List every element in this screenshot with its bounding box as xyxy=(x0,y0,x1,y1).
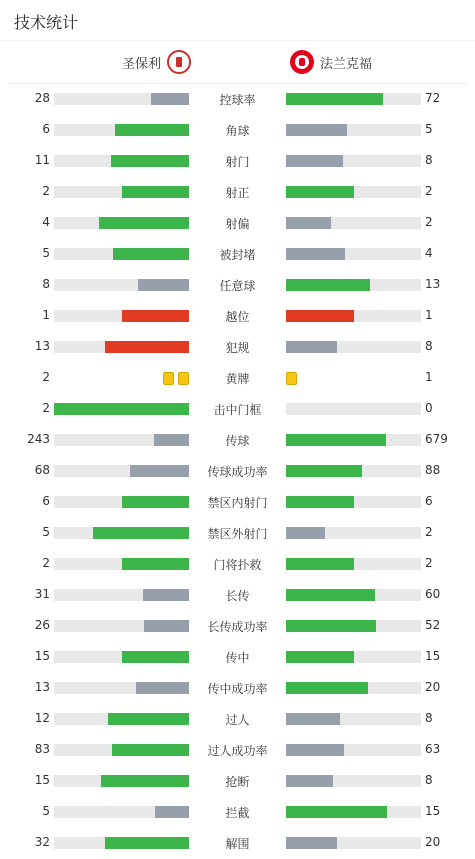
home-stat-bar xyxy=(122,310,190,322)
stat-row xyxy=(0,84,475,115)
away-stat-bar xyxy=(286,589,375,601)
away-yellow-cards xyxy=(286,372,297,384)
away-stat-bar xyxy=(286,310,354,322)
away-stat-bar-track xyxy=(286,806,421,818)
home-stat-value: 12 xyxy=(34,711,50,725)
away-stat-value: 0 xyxy=(425,401,433,415)
stat-label: 被封堵 xyxy=(219,248,256,262)
stat-label: 击中门框 xyxy=(213,403,262,417)
away-stat-bar-track xyxy=(286,620,421,632)
home-stat-bar xyxy=(93,527,189,539)
eintracht-frankfurt-eagle-icon xyxy=(290,50,314,74)
stat-label: 传中 xyxy=(225,651,250,665)
stat-row xyxy=(0,270,475,301)
stat-label: 过人 xyxy=(225,713,250,727)
away-stat-bar xyxy=(286,682,368,694)
away-stat-value: 5 xyxy=(425,122,433,136)
away-stat-bar-track xyxy=(286,403,421,415)
stat-label: 控球率 xyxy=(219,93,256,107)
home-stat-bar-track xyxy=(54,682,189,694)
away-stat-bar xyxy=(286,465,362,477)
home-stat-value: 2 xyxy=(42,556,50,570)
away-stat-value: 13 xyxy=(425,277,441,291)
away-stat-bar-track xyxy=(286,837,421,849)
stat-row xyxy=(0,642,475,673)
home-stat-bar-track xyxy=(54,589,189,601)
stat-row xyxy=(0,766,475,797)
away-stat-bar xyxy=(286,434,386,446)
home-stat-bar-track xyxy=(54,279,189,291)
home-stat-value: 28 xyxy=(34,91,50,105)
stat-label: 长传成功率 xyxy=(207,620,268,634)
away-stat-value: 2 xyxy=(425,184,433,198)
away-stat-bar xyxy=(286,837,337,849)
home-yellow-cards xyxy=(163,372,189,384)
home-stat-bar-track xyxy=(54,186,189,198)
away-stat-bar-track xyxy=(286,589,421,601)
stat-label: 任意球 xyxy=(219,279,256,293)
away-stat-value: 8 xyxy=(425,773,433,787)
home-stat-value: 13 xyxy=(34,680,50,694)
stat-row xyxy=(0,828,475,859)
away-stat-value: 1 xyxy=(425,308,433,322)
home-stat-value: 2 xyxy=(42,401,50,415)
home-stat-bar xyxy=(113,248,189,260)
stat-row xyxy=(0,518,475,549)
home-team-name: 圣保利 xyxy=(121,56,161,72)
away-stat-value: 679 xyxy=(425,432,448,446)
home-stat-bar-track xyxy=(54,310,189,322)
stat-label: 抢断 xyxy=(225,775,250,789)
stat-label: 黄牌 xyxy=(225,372,250,386)
home-stat-value: 32 xyxy=(34,835,50,849)
home-stat-bar-track xyxy=(54,124,189,136)
home-stat-value: 5 xyxy=(42,246,50,260)
stat-label: 禁区内射门 xyxy=(207,496,268,510)
page-title: 技术统计 xyxy=(14,13,79,32)
away-stat-value: 20 xyxy=(425,835,441,849)
away-stat-value: 6 xyxy=(425,494,433,508)
stat-label: 长传 xyxy=(225,589,250,603)
away-stat-bar xyxy=(286,248,345,260)
away-stat-value: 8 xyxy=(425,339,433,353)
stat-label: 传中成功率 xyxy=(207,682,268,696)
home-stat-bar xyxy=(122,558,190,570)
home-stat-value: 68 xyxy=(34,463,50,477)
home-stat-value: 5 xyxy=(42,525,50,539)
stat-row xyxy=(0,115,475,146)
home-stat-bar-track xyxy=(54,403,189,415)
stat-row xyxy=(0,332,475,363)
yellow-card-icon xyxy=(286,372,297,385)
away-stat-value: 88 xyxy=(425,463,441,477)
away-stat-value: 2 xyxy=(425,556,433,570)
stat-row xyxy=(0,239,475,270)
stat-label: 越位 xyxy=(225,310,250,324)
away-stat-value: 15 xyxy=(425,649,441,663)
home-stat-bar xyxy=(101,775,189,787)
away-stat-bar-track xyxy=(286,248,421,260)
away-stat-value: 15 xyxy=(425,804,441,818)
away-stat-bar-track xyxy=(286,279,421,291)
away-stat-bar xyxy=(286,124,347,136)
stat-row xyxy=(0,797,475,828)
home-stat-bar xyxy=(143,589,189,601)
home-team[interactable] xyxy=(122,41,191,83)
away-stat-bar xyxy=(286,527,325,539)
stat-label: 过人成功率 xyxy=(207,744,268,758)
away-team-name: 法兰克福 xyxy=(320,56,373,72)
away-stat-bar xyxy=(286,279,370,291)
away-stat-bar-track xyxy=(286,527,421,539)
away-stat-bar-track xyxy=(286,310,421,322)
away-stat-bar xyxy=(286,744,344,756)
home-stat-bar xyxy=(154,434,189,446)
home-stat-bar-track xyxy=(54,527,189,539)
home-stat-bar-track xyxy=(54,434,189,446)
home-stat-bar xyxy=(122,186,190,198)
stat-row xyxy=(0,177,475,208)
away-stat-bar-track xyxy=(286,775,421,787)
stat-label: 射正 xyxy=(225,186,250,200)
home-stat-bar xyxy=(99,217,189,229)
away-stat-bar-track xyxy=(286,217,421,229)
home-stat-value: 1 xyxy=(42,308,50,322)
teams-row xyxy=(8,41,467,84)
home-stat-value: 26 xyxy=(34,618,50,632)
home-stat-value: 11 xyxy=(34,153,50,167)
away-stat-bar-track xyxy=(286,186,421,198)
away-stat-bar xyxy=(286,496,354,508)
home-stat-value: 15 xyxy=(34,649,50,663)
home-stat-value: 243 xyxy=(27,432,50,446)
away-stat-bar xyxy=(286,558,354,570)
stat-row xyxy=(0,487,475,518)
stat-row xyxy=(0,611,475,642)
home-stat-value: 4 xyxy=(42,215,50,229)
home-stat-bar xyxy=(108,713,189,725)
home-stat-bar xyxy=(105,837,189,849)
home-stat-value: 13 xyxy=(34,339,50,353)
home-stat-bar-track xyxy=(54,713,189,725)
stat-row xyxy=(0,146,475,177)
away-stat-value: 72 xyxy=(425,91,441,105)
away-stat-bar-track xyxy=(286,434,421,446)
stat-row xyxy=(0,301,475,332)
away-stat-bar xyxy=(286,341,337,353)
away-stat-value: 60 xyxy=(425,587,441,601)
away-stat-value: 63 xyxy=(425,742,441,756)
home-stat-bar xyxy=(136,682,189,694)
away-stat-value: 52 xyxy=(425,618,441,632)
stat-row xyxy=(0,425,475,456)
home-stat-bar xyxy=(155,806,189,818)
away-stat-bar xyxy=(286,93,383,105)
home-stat-bar-track xyxy=(54,806,189,818)
home-stat-bar-track xyxy=(54,744,189,756)
away-stat-bar xyxy=(286,713,340,725)
away-stat-bar-track xyxy=(286,341,421,353)
stat-label: 门将扑救 xyxy=(213,558,262,572)
home-stat-value: 31 xyxy=(34,587,50,601)
stat-row xyxy=(0,580,475,611)
home-stat-bar xyxy=(144,620,189,632)
home-stat-value: 15 xyxy=(34,773,50,787)
home-stat-bar xyxy=(130,465,189,477)
away-stat-value: 2 xyxy=(425,215,433,229)
away-stat-bar-track xyxy=(286,93,421,105)
away-stat-bar xyxy=(286,186,354,198)
away-stat-bar xyxy=(286,217,331,229)
home-stat-value: 6 xyxy=(42,494,50,508)
home-stat-bar xyxy=(122,496,190,508)
away-stat-value: 8 xyxy=(425,711,433,725)
stat-label: 解围 xyxy=(225,837,250,851)
away-stat-bar-track xyxy=(286,558,421,570)
away-stat-value: 8 xyxy=(425,153,433,167)
away-stat-value: 1 xyxy=(425,370,433,384)
home-stat-bar-track xyxy=(54,775,189,787)
away-stat-bar-track xyxy=(286,713,421,725)
home-stat-bar xyxy=(112,744,189,756)
home-stat-bar-track xyxy=(54,248,189,260)
home-stat-bar xyxy=(115,124,189,136)
stat-row xyxy=(0,549,475,580)
away-stat-bar-track xyxy=(286,682,421,694)
home-stat-bar-track xyxy=(54,341,189,353)
stat-row xyxy=(0,735,475,766)
home-stat-bar-track xyxy=(54,558,189,570)
home-stat-bar xyxy=(105,341,189,353)
st-pauli-crest-icon xyxy=(167,50,191,74)
stats-header xyxy=(0,0,475,41)
home-stat-bar-track xyxy=(54,465,189,477)
home-stat-value: 2 xyxy=(42,370,50,384)
home-stat-bar xyxy=(111,155,189,167)
home-stat-bar xyxy=(138,279,189,291)
away-stat-value: 20 xyxy=(425,680,441,694)
home-stat-bar-track xyxy=(54,217,189,229)
home-stat-bar-track xyxy=(54,620,189,632)
home-stat-bar xyxy=(54,403,189,415)
home-stat-bar xyxy=(151,93,189,105)
stat-label: 射门 xyxy=(225,155,250,169)
home-stat-value: 6 xyxy=(42,122,50,136)
stat-row xyxy=(0,673,475,704)
home-stat-bar-track xyxy=(54,496,189,508)
yellow-card-icon xyxy=(163,372,174,385)
stat-row xyxy=(0,394,475,425)
home-stat-bar xyxy=(122,651,190,663)
away-stat-bar xyxy=(286,620,376,632)
away-stat-value: 2 xyxy=(425,525,433,539)
home-stat-bar-track xyxy=(54,651,189,663)
away-stat-bar-track xyxy=(286,496,421,508)
stat-label: 传球成功率 xyxy=(207,465,268,479)
home-stat-bar-track xyxy=(54,155,189,167)
stat-label: 角球 xyxy=(225,124,250,138)
stat-label: 拦截 xyxy=(225,806,250,820)
away-stat-bar xyxy=(286,806,387,818)
home-stat-value: 5 xyxy=(42,804,50,818)
away-stat-bar xyxy=(286,775,333,787)
away-stat-bar-track xyxy=(286,651,421,663)
home-stat-bar-track xyxy=(54,93,189,105)
stat-label: 射偏 xyxy=(225,217,250,231)
yellow-card-icon xyxy=(178,372,189,385)
stat-row xyxy=(0,363,475,394)
away-stat-bar-track xyxy=(286,124,421,136)
away-stat-bar-track xyxy=(286,465,421,477)
home-stat-value: 83 xyxy=(34,742,50,756)
away-team[interactable] xyxy=(290,41,372,83)
stat-row xyxy=(0,704,475,735)
stat-label: 禁区外射门 xyxy=(207,527,268,541)
home-stat-bar-track xyxy=(54,837,189,849)
away-stat-bar-track xyxy=(286,744,421,756)
stat-row xyxy=(0,456,475,487)
away-stat-value: 4 xyxy=(425,246,433,260)
home-stat-value: 2 xyxy=(42,184,50,198)
away-stat-bar xyxy=(286,651,354,663)
away-stat-bar-track xyxy=(286,155,421,167)
away-stat-bar xyxy=(286,155,343,167)
home-stat-value: 8 xyxy=(42,277,50,291)
stat-row xyxy=(0,208,475,239)
stat-label: 犯规 xyxy=(225,341,250,355)
stat-label: 传球 xyxy=(225,434,250,448)
